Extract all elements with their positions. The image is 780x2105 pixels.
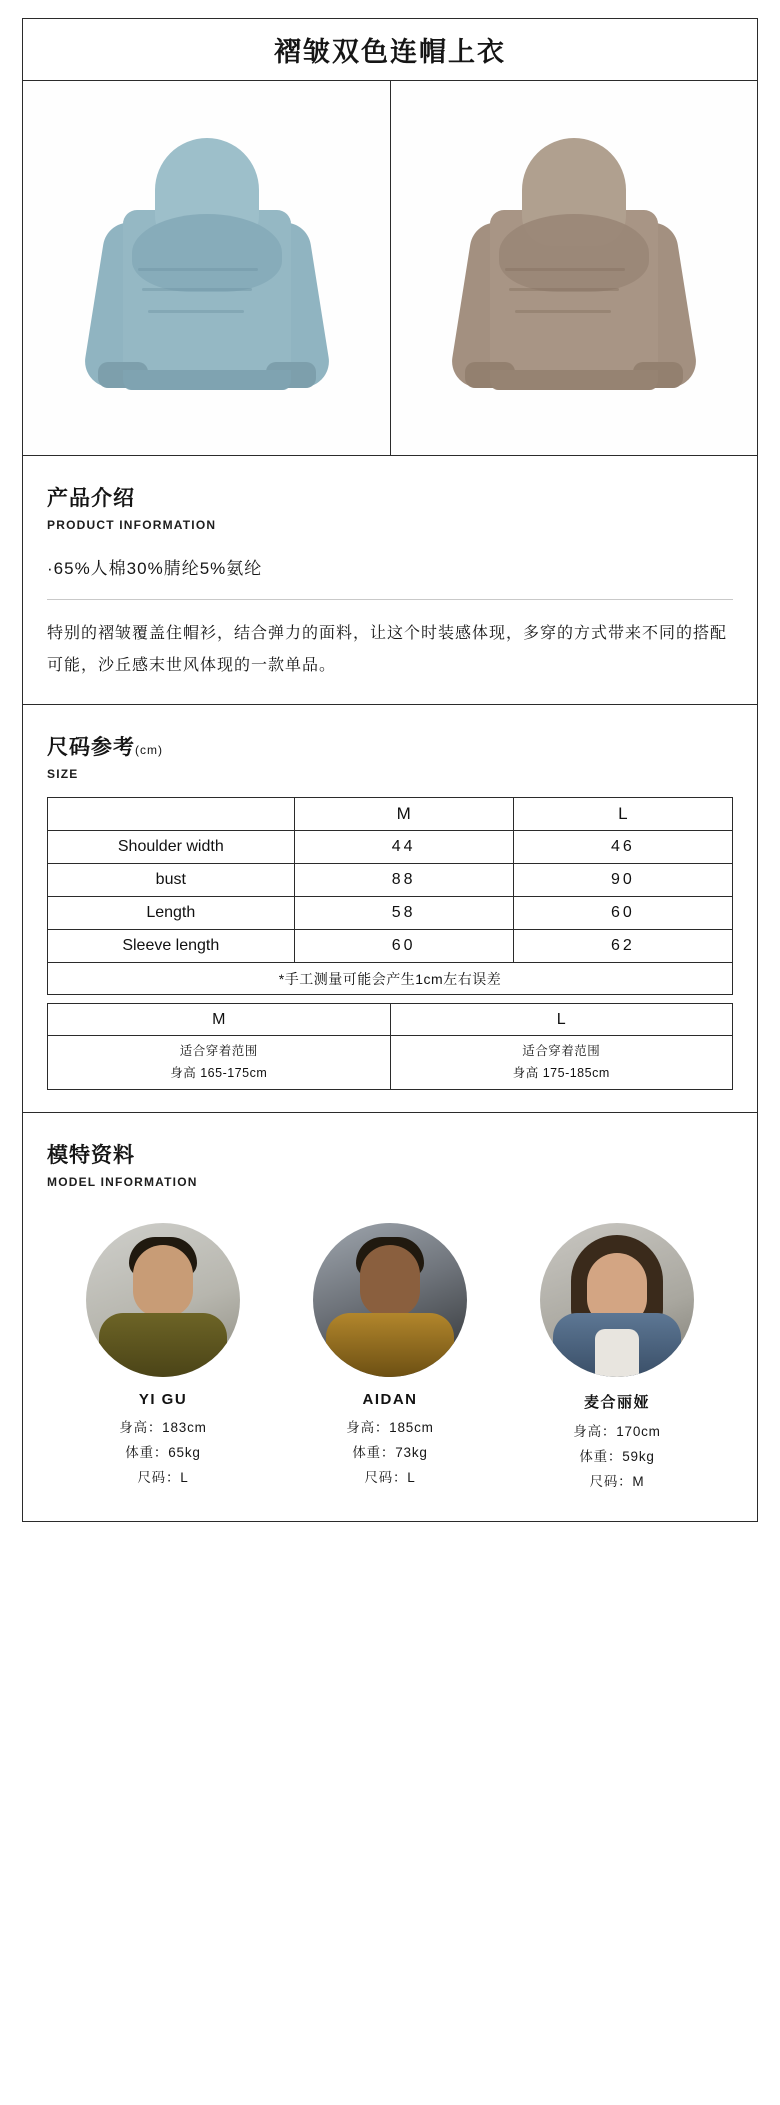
list-item [61,1223,265,1495]
size-col-m: M [294,798,513,831]
size-row-l: 62 [513,930,732,963]
hem [123,370,291,390]
fit-cell-m [48,1036,391,1090]
drape [132,214,282,292]
model-list [47,1223,733,1499]
table-row [48,897,733,930]
fit-col-m: M [48,1004,391,1036]
fit-cell-m-line2: 身高 165-175cm [170,1065,268,1080]
model-spec [515,1420,719,1495]
table-row [48,930,733,963]
fit-cell-l-line1: 适合穿着范围 [522,1044,601,1059]
fit-cell-m-line1: 适合穿着范围 [179,1044,258,1059]
size-row-l: 90 [513,864,732,897]
model-information-section [23,1113,757,1522]
avatar [86,1223,240,1377]
product-photo-blue [23,81,390,455]
list-item [515,1223,719,1495]
model-heading-en: MODEL INFORMATION [47,1175,198,1189]
avatar [313,1223,467,1377]
product-heading-cn: 产品介绍 [47,487,135,510]
size-table-wrap [47,797,733,1090]
table-row [48,864,733,897]
size-row-m: 88 [294,864,513,897]
fit-cell-l-line2: 身高 175-185cm [512,1065,610,1080]
size-row-label: Sleeve length [48,930,295,963]
product-photo-taupe [390,81,757,455]
model-weight: 体重：73kg [352,1444,428,1460]
model-name: 麦合丽娅 [584,1394,651,1411]
fit-range-table [47,1003,733,1090]
model-weight: 体重：65kg [125,1444,201,1460]
measurement-note: *手工测量可能会产生1cm左右误差 [47,963,733,995]
model-weight: 体重：59kg [579,1448,655,1464]
fit-cell-l [390,1036,733,1090]
size-section [23,705,757,1113]
model-height: 身高：183cm [119,1420,207,1435]
size-row-m: 58 [294,897,513,930]
garment-illustration-taupe [449,118,699,418]
table-header-row [48,1004,733,1036]
size-table [47,797,733,963]
model-height: 身高：170cm [573,1424,661,1439]
product-heading-en: PRODUCT INFORMATION [47,518,217,532]
product-photo-row [23,81,757,456]
hem [490,370,658,390]
product-information-section [23,456,757,705]
product-description: 特别的褶皱覆盖住帽衫，结合弹力的面料，让这个时装感体现，多穿的方式带来不同的搭配可能，沙丘感末世风体现的一款单品。 [47,625,728,674]
size-heading-en: SIZE [47,767,79,781]
model-heading-cn: 模特资料 [47,1144,135,1167]
product-composition: ·65%人棉30%腈纶5%氨纶 [47,559,263,578]
content-frame [22,18,758,1522]
model-height: 身高：185cm [346,1420,434,1435]
size-col-blank [48,798,295,831]
fold-line [138,268,258,271]
torso-shape [99,1313,227,1377]
size-row-label: Length [48,897,295,930]
model-size: 尺码：M [589,1473,645,1489]
fold-line [148,310,244,313]
fit-col-l: L [390,1004,733,1036]
divider [47,599,733,600]
fold-line [505,268,625,271]
list-item [288,1223,492,1495]
table-row [48,831,733,864]
face-shape [360,1245,420,1317]
avatar [540,1223,694,1377]
size-heading-cn-text: 尺码参考 [47,736,135,759]
size-row-l: 46 [513,831,732,864]
size-row-m: 60 [294,930,513,963]
page-title: 褶皱双色连帽上衣 [274,37,506,67]
torso-shape [326,1313,454,1377]
size-col-l: L [513,798,732,831]
model-name: YI GU [138,1391,188,1408]
model-spec [61,1416,265,1491]
face-shape [133,1245,193,1317]
size-row-label: bust [48,864,295,897]
inner-top-shape [595,1329,639,1377]
garment-illustration-blue [82,118,332,418]
size-row-label: Shoulder width [48,831,295,864]
model-name: AIDAN [362,1391,418,1408]
page-title-bar [23,19,757,81]
size-heading-cn [47,731,733,761]
fold-line [509,288,619,291]
table-header-row [48,798,733,831]
table-row [48,1036,733,1090]
drape [499,214,649,292]
model-size: 尺码：L [137,1469,189,1485]
size-row-m: 44 [294,831,513,864]
fold-line [142,288,252,291]
size-heading-unit: (cm) [135,743,163,757]
model-spec [288,1416,492,1491]
model-size: 尺码：L [364,1469,416,1485]
size-row-l: 60 [513,897,732,930]
fold-line [515,310,611,313]
